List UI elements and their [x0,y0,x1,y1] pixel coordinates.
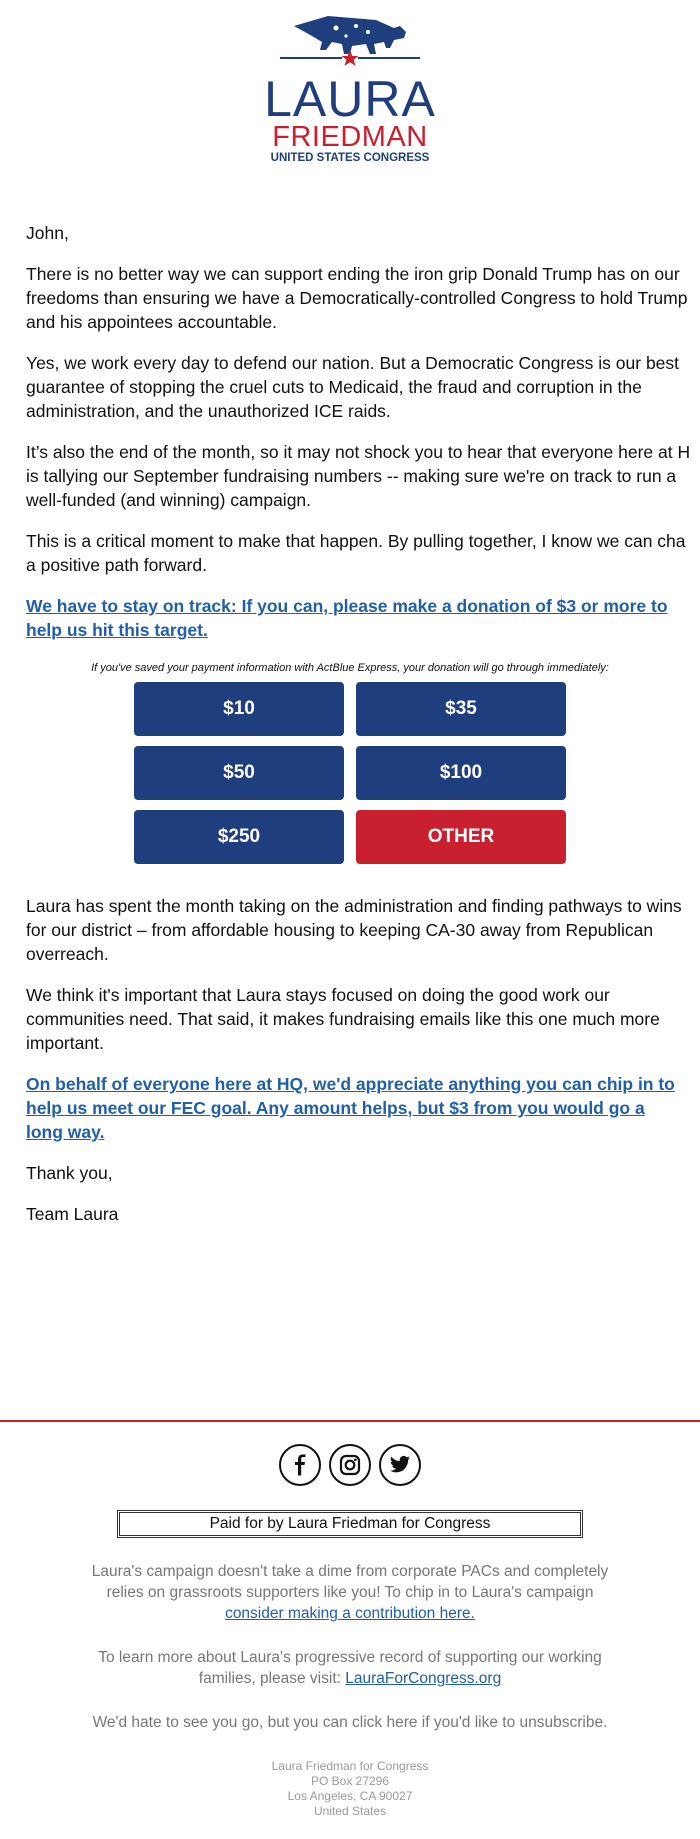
donate-35-button[interactable]: $35 [356,682,566,736]
donate-other-button[interactable]: OTHER [356,810,566,864]
paragraph-1: There is no better way we can support ending the iron grip Donald Trump has on our freedoms than ensuring we have a Democratically-controlled Congress to hold Trump and his appointees accountable. [26,264,688,332]
paragraph-5: Laura has spent the month taking on the administration and finding pathways to wins for our district – from affordable housing to keeping CA-30 away from Republican overreach. [26,896,682,964]
greeting: John, [26,223,69,243]
donate-link-2[interactable]: On behalf of everyone here at HQ, we'd appreciate anything you can chip in to help us meet our FEC goal. Any amount helps, but $3 from you would go a long way. [26,1074,675,1142]
donate-50-button[interactable]: $50 [134,746,344,800]
donation-buttons [0,682,700,864]
donate-250-button[interactable]: $250 [134,810,344,864]
signature: Team Laura [26,1204,119,1224]
email-body [0,221,700,1226]
social-links [0,1444,700,1486]
logo-first-name: LAURA [264,71,436,127]
instagram-icon[interactable] [329,1444,371,1486]
unsubscribe-link[interactable]: We'd hate to see you go, but you can click here if you'd like to unsubscribe. [92,1714,608,1731]
paragraph-2: Yes, we work every day to defend our nation. But a Democratic Congress is our best guarantee of stopping the cruel cuts to Medicaid, the fraud and corruption in the administration, and the unauthorized ICE raids. [26,353,680,421]
paragraph-3: It’s also the end of the month, so it may not shock you to hear that everyone here at H is tallying our September fundraising numbers -- making sure we're on track to run a well-funded (and winning) campaign. [26,442,691,510]
paragraph-6: We think it's important that Laura stays focused on doing the good work our communities need. That said, it makes fundraising emails like this one much more important. [26,985,660,1053]
actblue-express-note: If you've saved your payment information with ActBlue Express, your donation will go through immediately: [91,662,609,674]
donate-100-button[interactable]: $100 [356,746,566,800]
footer [0,1444,700,1819]
mailing-address: Laura Friedman for Congress PO Box 27296 Los Angeles, CA 90027 United States [271,1759,429,1818]
logo-subtitle: UNITED STATES CONGRESS [270,152,430,164]
contribution-link[interactable]: consider making a contribution here. [225,1605,475,1622]
campaign-logo [0,0,700,164]
signoff: Thank you, [26,1163,113,1183]
paragraph-4: This is a critical moment to make that happen. By pulling together, I know we can cha a positive path forward. [26,531,686,575]
website-link[interactable]: LauraForCongress.org [345,1670,502,1687]
donate-link-1[interactable]: We have to stay on track: If you can, please make a donation of $3 or more to help us hit this target. [26,596,668,640]
bear-icon [276,14,424,76]
learn-more-text: To learn more about Laura's progressive record of supporting our working families, please visit: LauraForCongress.org [98,1649,602,1687]
paid-for-disclaimer: Paid for by Laura Friedman for Congress [117,1510,583,1538]
facebook-icon[interactable] [279,1444,321,1486]
twitter-icon[interactable] [379,1444,421,1486]
donate-10-button[interactable]: $10 [134,682,344,736]
footer-divider [0,1420,700,1422]
grassroots-text: Laura's campaign doesn't take a dime from corporate PACs and completely relies on grassroots supporters like you! To chip in to Laura's campaign consider making a contribution here. [91,1563,609,1622]
logo-last-name: FRIEDMAN [272,121,428,153]
